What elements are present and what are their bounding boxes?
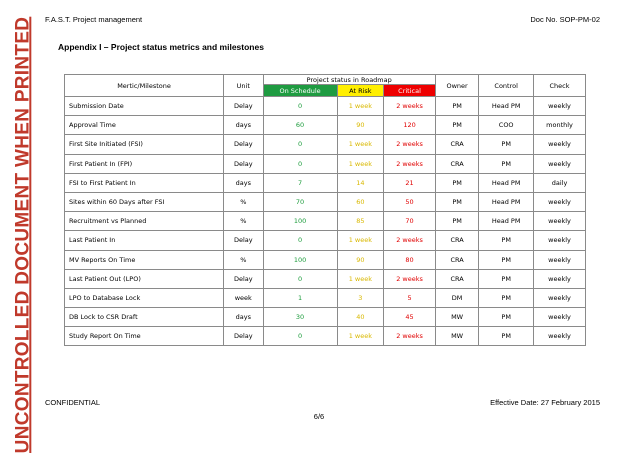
unit-cell: days [224,116,263,135]
table-row [65,116,586,135]
metric-cell: Last Patient In [65,231,224,250]
metric-cell: Sites within 60 Days after FSI [65,192,224,211]
metric-cell: First Patient In (FPI) [65,154,224,173]
footer-effective-date: Effective Date: 27 February 2015 [490,398,600,407]
control-cell: COO [479,116,534,135]
on-schedule-cell: 0 [263,269,337,288]
table-row [65,250,586,269]
check-cell: weekly [534,269,586,288]
on-schedule-cell: 7 [263,173,337,192]
owner-cell: CRA [435,250,478,269]
table-row [65,212,586,231]
control-cell: PM [479,231,534,250]
critical-cell: 120 [384,116,436,135]
on-schedule-cell: 100 [263,212,337,231]
table-row [65,308,586,327]
check-cell: weekly [534,308,586,327]
check-cell: daily [534,173,586,192]
header-critical: Critical [384,85,436,97]
table-row [65,192,586,211]
metric-cell: Approval Time [65,116,224,135]
unit-cell: week [224,288,263,307]
critical-cell: 2 weeks [384,327,436,346]
header-document-title: F.A.S.T. Project management [45,15,143,24]
at-risk-cell: 90 [337,116,384,135]
metric-cell: FSI to First Patient In [65,173,224,192]
critical-cell: 2 weeks [384,154,436,173]
at-risk-cell: 40 [337,308,384,327]
table-row [65,173,586,192]
metric-cell: Recruitment vs Planned [65,212,224,231]
check-cell: weekly [534,135,586,154]
unit-cell: days [224,173,263,192]
check-cell: monthly [534,116,586,135]
critical-cell: 45 [384,308,436,327]
control-cell: Head PM [479,212,534,231]
owner-cell: MW [435,308,478,327]
control-cell: Head PM [479,192,534,211]
header-unit: Unit [224,75,263,97]
control-cell: PM [479,135,534,154]
check-cell: weekly [534,97,586,116]
control-cell: PM [479,154,534,173]
footer-confidential: CONFIDENTIAL [45,398,101,407]
owner-cell: CRA [435,231,478,250]
critical-cell: 2 weeks [384,97,436,116]
critical-cell: 2 weeks [384,231,436,250]
unit-cell: Delay [224,231,263,250]
watermark-text: UNCONTROLLED DOCUMENT WHEN PRINTED [12,16,33,453]
table-row [65,97,586,116]
unit-cell: % [224,192,263,211]
critical-cell: 50 [384,192,436,211]
critical-cell: 80 [384,250,436,269]
on-schedule-cell: 60 [263,116,337,135]
critical-cell: 21 [384,173,436,192]
on-schedule-cell: 0 [263,231,337,250]
metric-cell: First Site Initiated (FSI) [65,135,224,154]
control-cell: Head PM [479,97,534,116]
header-check: Check [534,75,586,97]
unit-cell: % [224,212,263,231]
table-row [65,327,586,346]
metric-cell: Study Report On Time [65,327,224,346]
control-cell: PM [479,250,534,269]
status-metrics-table [64,74,586,346]
control-cell: PM [479,288,534,307]
unit-cell: % [224,250,263,269]
at-risk-cell: 3 [337,288,384,307]
owner-cell: PM [435,192,478,211]
owner-cell: PM [435,116,478,135]
at-risk-cell: 1 week [337,327,384,346]
at-risk-cell: 14 [337,173,384,192]
control-cell: PM [479,308,534,327]
table-row [65,154,586,173]
unit-cell: Delay [224,154,263,173]
at-risk-cell: 1 week [337,231,384,250]
table-row [65,288,586,307]
on-schedule-cell: 0 [263,327,337,346]
critical-cell: 2 weeks [384,135,436,154]
table-row [65,135,586,154]
control-cell: Head PM [479,173,534,192]
header-document-number: Doc No. SOP-PM-02 [530,15,600,24]
unit-cell: Delay [224,327,263,346]
control-cell: PM [479,327,534,346]
metric-cell: DB Lock to CSR Draft [65,308,224,327]
at-risk-cell: 90 [337,250,384,269]
metric-cell: Last Patient Out (LPO) [65,269,224,288]
uncontrolled-watermark [3,16,43,453]
metric-cell: Submission Date [65,97,224,116]
metric-cell: LPO to Database Lock [65,288,224,307]
on-schedule-cell: 0 [263,135,337,154]
owner-cell: DM [435,288,478,307]
at-risk-cell: 1 week [337,135,384,154]
check-cell: weekly [534,288,586,307]
owner-cell: PM [435,212,478,231]
metric-cell: MV Reports On Time [65,250,224,269]
owner-cell: PM [435,173,478,192]
on-schedule-cell: 30 [263,308,337,327]
on-schedule-cell: 0 [263,154,337,173]
owner-cell: CRA [435,135,478,154]
at-risk-cell: 85 [337,212,384,231]
control-cell: PM [479,269,534,288]
header-owner: Owner [435,75,478,97]
on-schedule-cell: 0 [263,97,337,116]
appendix-title: Appendix I – Project status metrics and milestones [58,42,264,52]
critical-cell: 5 [384,288,436,307]
unit-cell: Delay [224,269,263,288]
check-cell: weekly [534,327,586,346]
check-cell: weekly [534,154,586,173]
critical-cell: 2 weeks [384,269,436,288]
unit-cell: Delay [224,97,263,116]
check-cell: weekly [534,192,586,211]
header-on-schedule: On Schedule [263,85,337,97]
owner-cell: MW [435,327,478,346]
header-control: Control [479,75,534,97]
check-cell: weekly [534,212,586,231]
header-status-group: Project status in Roadmap [263,75,435,85]
check-cell: weekly [534,250,586,269]
at-risk-cell: 60 [337,192,384,211]
critical-cell: 70 [384,212,436,231]
owner-cell: PM [435,97,478,116]
on-schedule-cell: 70 [263,192,337,211]
check-cell: weekly [534,231,586,250]
owner-cell: CRA [435,154,478,173]
at-risk-cell: 1 week [337,154,384,173]
on-schedule-cell: 100 [263,250,337,269]
at-risk-cell: 1 week [337,97,384,116]
page-number: 6/6 [313,412,325,421]
on-schedule-cell: 1 [263,288,337,307]
header-metric: Mertic/Milestone [65,75,224,97]
table-row [65,269,586,288]
unit-cell: days [224,308,263,327]
header-at-risk: At Risk [337,85,384,97]
at-risk-cell: 1 week [337,269,384,288]
unit-cell: Delay [224,135,263,154]
owner-cell: CRA [435,269,478,288]
table-row [65,231,586,250]
